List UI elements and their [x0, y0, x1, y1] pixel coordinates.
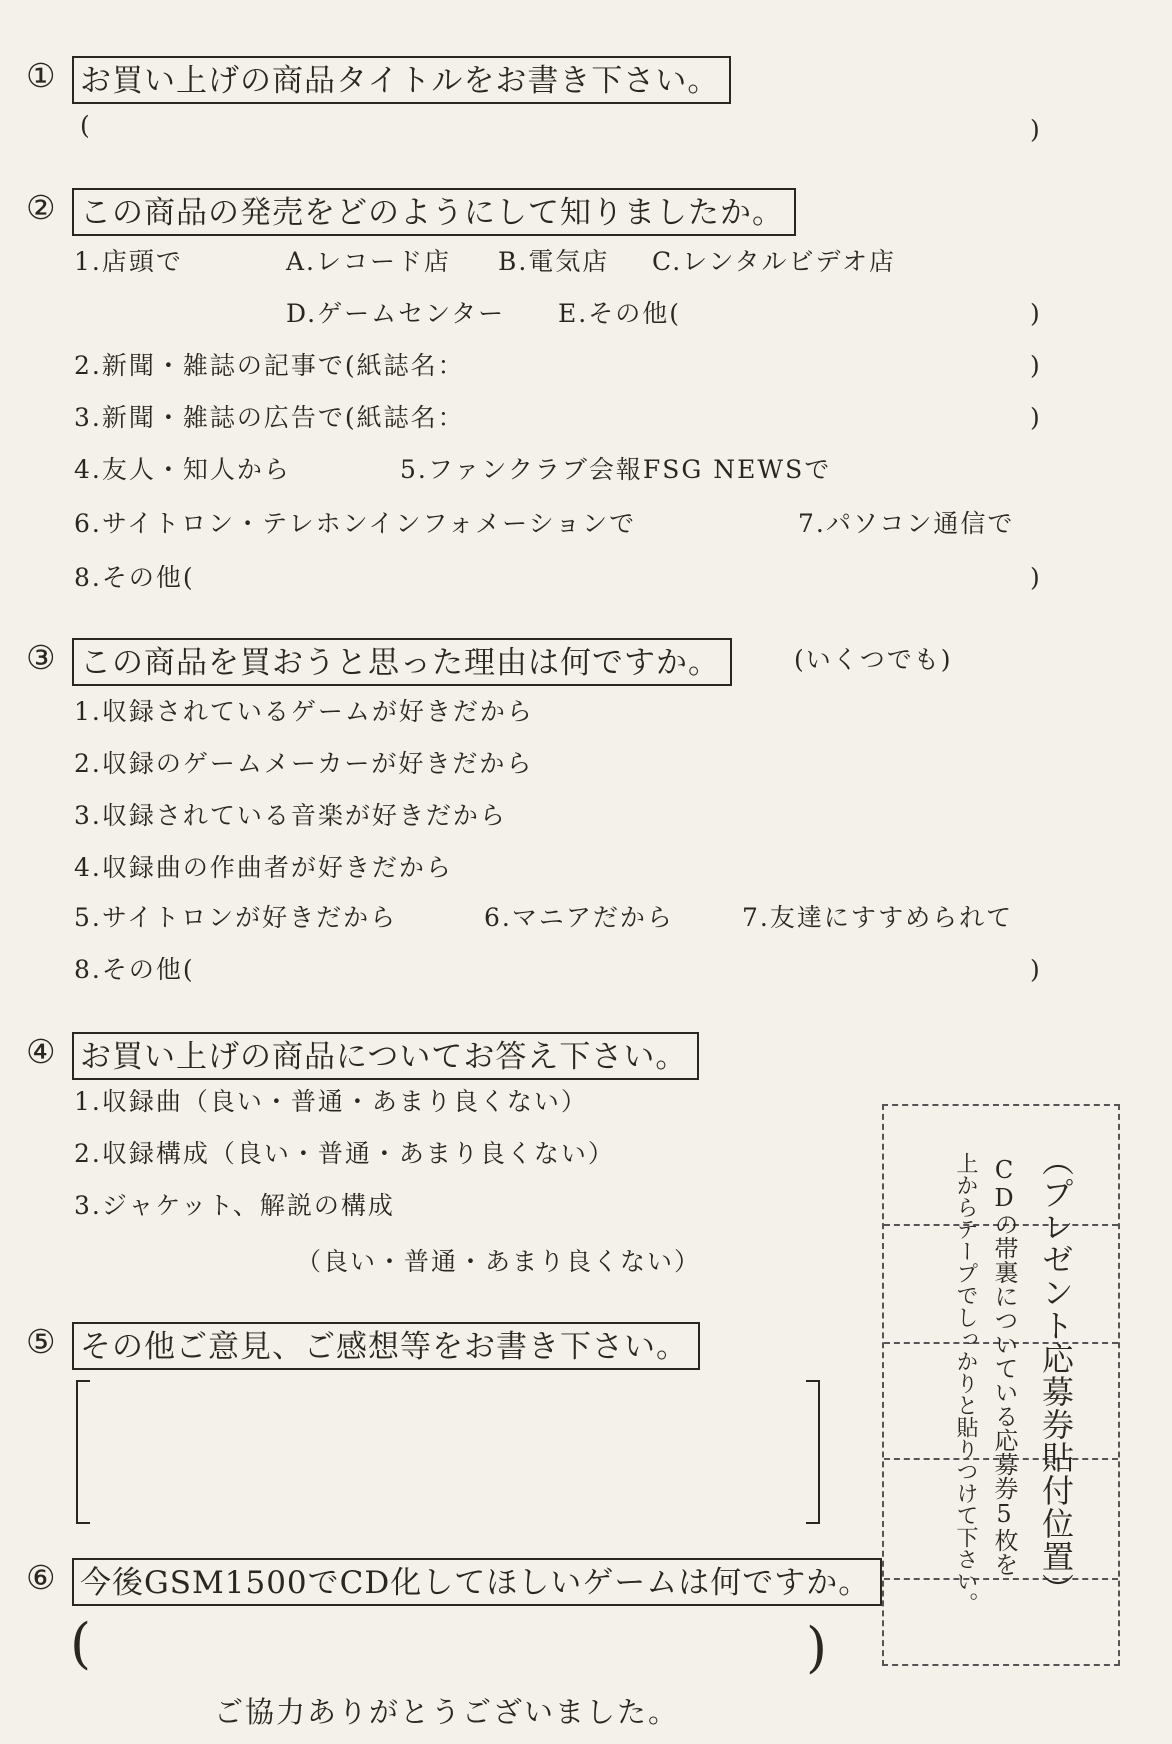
- q6-open-paren: (: [70, 1612, 92, 1675]
- q3-number: ③: [26, 638, 56, 677]
- q2-option-1a: A.レコード店: [286, 247, 452, 276]
- q2-option-4: 4.友人・知人から: [74, 455, 291, 484]
- q2-option-1e: E.その他(: [558, 299, 681, 328]
- q2-number: ②: [26, 188, 56, 227]
- q4-option-3: 3.ジャケット、解説の構成: [74, 1191, 395, 1220]
- q6-number: ⑥: [26, 1558, 56, 1597]
- q5-answer-bracket-left: [76, 1380, 90, 1524]
- q6-close-paren: ): [806, 1616, 828, 1679]
- q1-number: ①: [26, 56, 56, 95]
- q2-close-paren-2: ): [1030, 351, 1040, 380]
- coupon-slot-divider: [884, 1578, 1118, 1580]
- q2-title: この商品の発売をどのようにして知りましたか。: [72, 188, 796, 236]
- q3-note: (いくつでも): [794, 645, 953, 674]
- q3-option-6: 6.マニアだから: [484, 903, 674, 932]
- q4-title: お買い上げの商品についてお答え下さい。: [72, 1032, 699, 1080]
- q3-option-8: 8.その他(: [74, 955, 195, 984]
- q2-option-6: 6.サイトロン・テレホンインフォメーションで: [74, 509, 637, 538]
- coupon-instruction-2: 上からテープでしっかりと貼りつけて下さい。: [953, 1152, 978, 1614]
- q4-number: ④: [26, 1032, 56, 1071]
- q3-close-paren-8: ): [1030, 955, 1040, 984]
- q2-option-1: 1.店頭で: [74, 247, 183, 276]
- q6-title: 今後GSM1500でCD化してほしいゲームは何ですか。: [72, 1558, 882, 1606]
- q2-option-1b: B.電気店: [498, 247, 610, 276]
- q3-option-4: 4.収録曲の作曲者が好きだから: [74, 853, 453, 882]
- q4-option-2: 2.収録構成（良い・普通・あまり良くない）: [74, 1139, 615, 1168]
- q5-number: ⑤: [26, 1322, 56, 1361]
- q1-title: お買い上げの商品タイトルをお書き下さい。: [72, 56, 731, 104]
- q2-option-5: 5.ファンクラブ会報FSG NEWSで: [400, 455, 832, 484]
- q2-close-paren-1: ): [1030, 299, 1040, 328]
- coupon-area-title: （プレゼント応募券貼付位置）: [1037, 1144, 1075, 1606]
- q3-option-3: 3.収録されている音楽が好きだから: [74, 801, 507, 830]
- q3-option-1: 1.収録されているゲームが好きだから: [74, 697, 534, 726]
- q2-option-1c: C.レンタルビデオ店: [652, 247, 897, 276]
- q3-option-7: 7.友達にすすめられて: [742, 903, 1014, 932]
- q4-option-1: 1.収録曲（良い・普通・あまり良くない）: [74, 1087, 588, 1116]
- q3-option-2: 2.収録のゲームメーカーが好きだから: [74, 749, 534, 778]
- q3-option-5: 5.サイトロンが好きだから: [74, 903, 398, 932]
- coupon-paste-area: [882, 1104, 1120, 1666]
- q4-option-3-rating: （良い・普通・あまり良くない）: [296, 1247, 702, 1276]
- coupon-instruction-1: CDの帯裏についている応募券5枚を: [990, 1156, 1018, 1576]
- q1-close-paren: ): [1030, 115, 1040, 144]
- q3-title: この商品を買おうと思った理由は何ですか。: [72, 638, 732, 686]
- q5-title: その他ご意見、ご感想等をお書き下さい。: [72, 1322, 700, 1370]
- q2-close-paren-8: ): [1030, 563, 1040, 592]
- closing-message: ご協力ありがとうございました。: [214, 1695, 680, 1729]
- q2-option-3: 3.新聞・雑誌の広告で(紙誌名：: [74, 403, 465, 432]
- q2-option-2: 2.新聞・雑誌の記事で(紙誌名：: [74, 351, 465, 380]
- q2-option-7: 7.パソコン通信で: [798, 509, 1015, 538]
- q2-option-8: 8.その他(: [74, 563, 195, 592]
- q2-close-paren-3: ): [1030, 403, 1040, 432]
- q1-open-paren: (: [80, 111, 90, 140]
- q5-answer-bracket-right: [806, 1380, 820, 1524]
- q2-option-1d: D.ゲームセンター: [286, 299, 506, 328]
